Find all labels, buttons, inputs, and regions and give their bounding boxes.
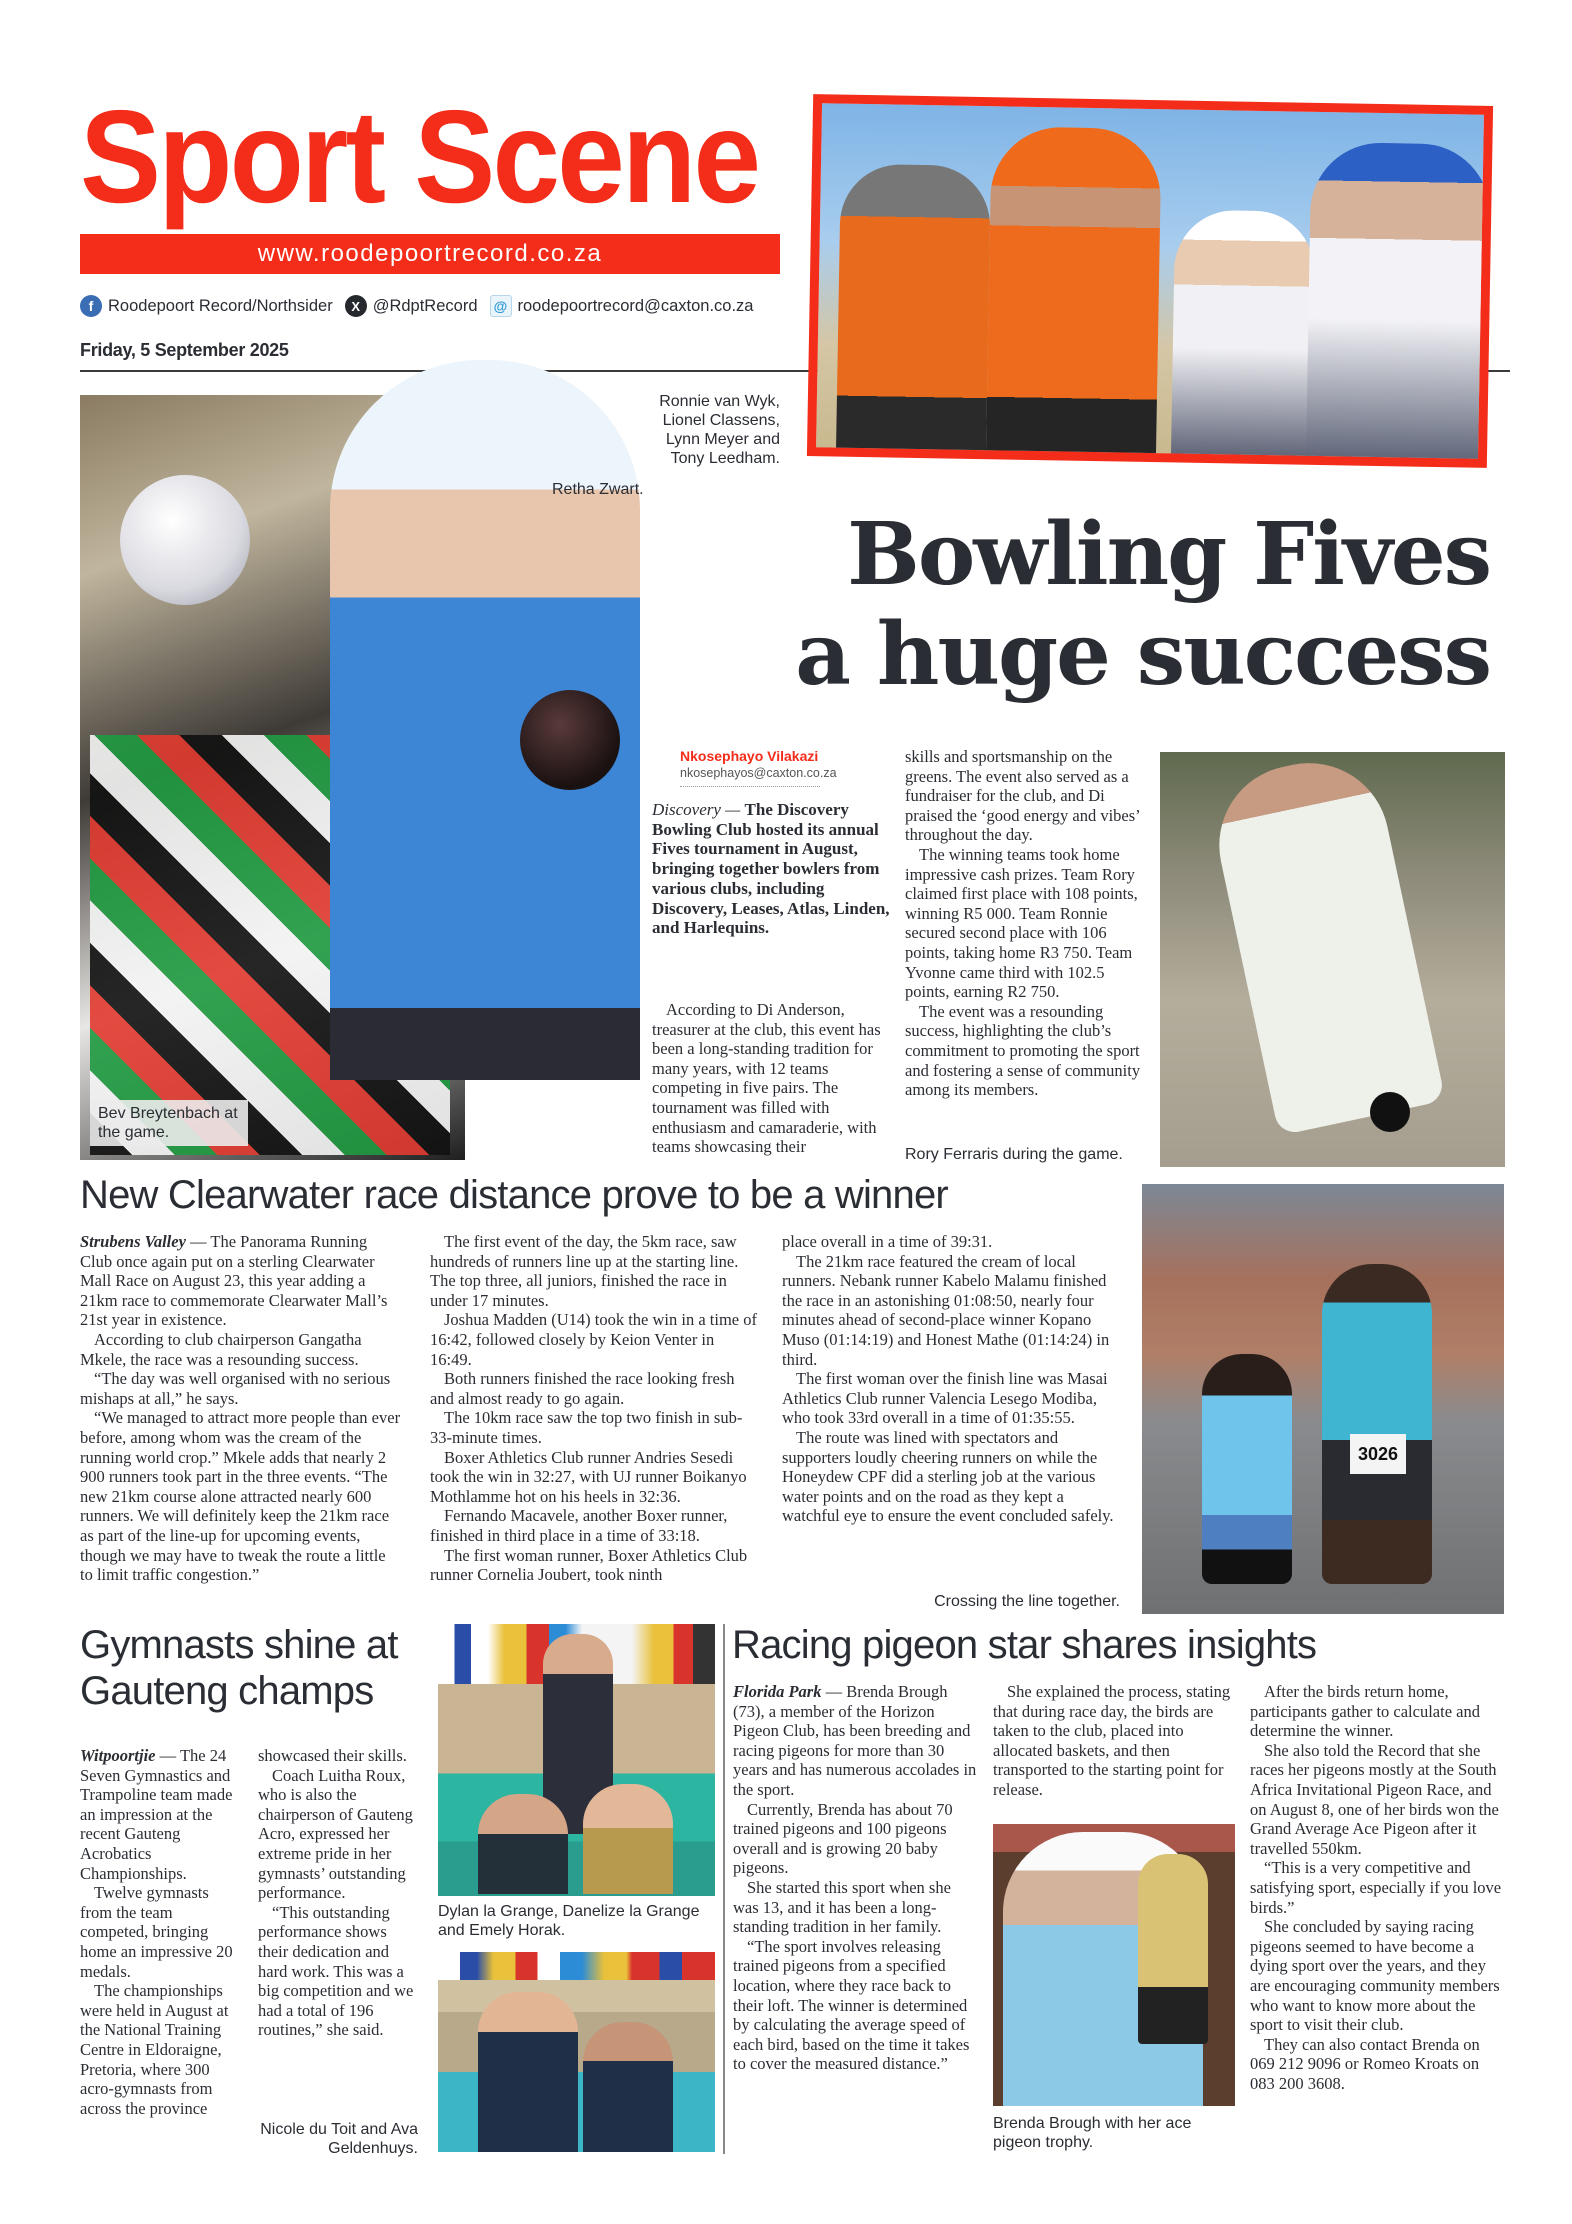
dateline: Witpoortjie <box>80 1746 156 1765</box>
website-url[interactable]: www.roodepoortrecord.co.za <box>257 240 603 267</box>
bowling-ball-graphic <box>520 690 620 790</box>
bowling-col1 <box>652 1000 890 1157</box>
social-links <box>80 292 753 320</box>
paragraph: Joshua Madden (U14) took the win in a time of 16:42, followed closely by Keion Venter in 16:49. <box>430 1310 757 1369</box>
clearwater-col3 <box>782 1232 1122 1526</box>
paragraph: The 10km race saw the top two finish in sub-33-minute times. <box>430 1408 743 1447</box>
bowling-headline-line1: Bowling Fives <box>847 504 1490 605</box>
bowling-ball-graphic <box>120 475 250 605</box>
flags-banner <box>438 1952 715 1980</box>
byline-author: Nkosephayo Vilakazi <box>680 748 819 764</box>
clearwater-col1 <box>80 1232 402 1585</box>
bowling-ball-graphic <box>1370 1092 1410 1132</box>
paragraph: After the birds return home, participants gather to calculate and determine the winner. <box>1250 1682 1480 1741</box>
bowling-intro: Discovery — The Discovery Bowling Club hosted its annual Fives tournament in August, bringing together bowlers from various clubs, including Discovery, Leases, Atlas, Linden, and Harlequins. <box>652 800 890 938</box>
gymnasts-col1 <box>80 1746 240 2118</box>
child-runner-figure <box>1202 1354 1292 1584</box>
caption-rory: Rory Ferraris during the game. <box>905 1146 1123 1163</box>
person-figure <box>1306 142 1492 465</box>
paragraph: skills and sportsmanship on the greens. The event also served as a fundraiser for the club, and Di praised the ‘good energy and vibes’ throughout the day. <box>905 747 1140 845</box>
person-figure <box>836 164 991 457</box>
photo-retha-zwart <box>330 360 640 1080</box>
caption-gym2: Nicole du Toit and Ava Geldenhuys. <box>260 2121 418 2157</box>
paragraph: She explained the process, stating that during race day, the birds are taken to the club, placed into allocated baskets, and then transported to the starting point for release. <box>993 1682 1231 1799</box>
email-link[interactable]: roodepoortrecord@caxton.co.za <box>517 296 754 315</box>
caption-gym1: Dylan la Grange, Danelize la Grange and Emely Horak. <box>438 1903 700 1939</box>
person-figure <box>583 2022 673 2152</box>
dateline: Discovery <box>652 800 721 819</box>
paragraph: The event was a resounding success, highlighting the club’s commitment to promoting the sport and fostering a sense of community among its members. <box>905 1001 1141 1100</box>
byline-divider <box>680 786 820 787</box>
pigeon-headline: Racing pigeon star shares insights <box>732 1623 1317 1667</box>
paragraph: She concluded by saying racing pigeons seemed to have become a dying sport over the years, and they are encouraging community members who want to know more about the sport to visit their club. <box>1250 1917 1500 2035</box>
paragraph: According to club chairperson Gangatha Mkele, the race was a resounding success. <box>80 1329 362 1369</box>
caption-bev: Bev Breytenbach at the game. <box>90 1100 248 1146</box>
paragraph: The 21km race featured the cream of local runners. Nebank runner Kabelo Malamu finished the race in an astonishing 01:08:50, nearly four minutes ahead of second-place winner Kopano Muso (01:14:19) and Honest Mathe (01:14:24) in third. <box>782 1251 1110 1369</box>
paragraph: The first woman runner, Boxer Athletics Club runner Cornelia Joubert, took ninth <box>430 1545 748 1585</box>
issue-date: Friday, 5 September 2025 <box>80 340 289 360</box>
masthead-title: Sport Scene <box>80 83 759 230</box>
photo-runners-finish <box>1142 1184 1504 1614</box>
paragraph: Witpoortjie — The 24 Seven Gymnastics and Trampoline team made an impression at the recent Gauteng Acrobatics Championships. <box>80 1746 233 1883</box>
bowling-headline-line2: a huge success <box>795 604 1490 705</box>
facebook-icon: f <box>80 295 102 317</box>
clearwater-headline: New Clearwater race distance prove to be a winner <box>80 1173 948 1217</box>
caption-retha: Retha Zwart. <box>552 481 644 498</box>
paragraph: Currently, Brenda has about 70 trained pigeons and 100 pigeons overall and is growing 20 baby pigeons. <box>733 1799 953 1878</box>
paragraph: Boxer Athletics Club runner Andries Sesedi took the win in 32:27, with UJ runner Boikanyo Mothlamme hot on his heels in 32:36. <box>430 1447 747 1506</box>
caption-crossing: Crossing the line together. <box>934 1593 1120 1610</box>
paragraph: “The day was well organised with no serious mishaps at all,” he says. <box>80 1369 391 1408</box>
paragraph: She also told the Record that she races her pigeons mostly at the South Africa Invitational Pigeon Race, and on August 8, one of her birds won the Grand Average Ace Pigeon after it travelled 550km. <box>1250 1740 1499 1858</box>
paragraph: “This is a very competitive and satisfying sport, especially if you love birds.” <box>1250 1858 1502 1917</box>
person-figure <box>1204 752 1445 1136</box>
clearwater-col2 <box>430 1232 760 1585</box>
paragraph: “This outstanding performance shows their dedication and hard work. This was a big competition and we had a total of 196 routines,” she said. <box>258 1902 414 2040</box>
person-figure <box>478 1794 568 1894</box>
person-figure <box>986 126 1162 459</box>
paragraph: The championships were held in August at the National Training Centre in Eldoraigne, Pretoria, where 300 acro-gymnasts from across the province <box>80 1981 229 2118</box>
paragraph: They can also contact Brenda on 069 212 9096 or Romeo Kroats on 083 200 3608. <box>1250 2034 1480 2093</box>
dateline: Strubens Valley <box>80 1232 186 1251</box>
facebook-link[interactable]: Roodepoort Record/Northsider <box>108 296 333 315</box>
gymnasts-col2 <box>258 1746 418 2040</box>
email-icon: @ <box>490 295 512 317</box>
photo-gymnasts-pair <box>438 1952 715 2152</box>
byline-email[interactable]: nkosephayos@caxton.co.za <box>680 766 837 780</box>
trophy-graphic <box>1138 1854 1208 2044</box>
paragraph: Strubens Valley — The Panorama Running Club once again put on a sterling Clearwater Mall Race on August 23, this year adding a 21km race to commemorate Clearwater Mall’s 21st year in existence. <box>80 1232 388 1330</box>
person-figure <box>583 1784 673 1894</box>
person-figure <box>1171 209 1315 461</box>
website-url-bar[interactable] <box>80 234 780 274</box>
paragraph: Florida Park — Brenda Brough (73), a member of the Horizon Pigeon Club, has been breeding and racing pigeons for more than 30 years and has numerous accolades in the sport. <box>733 1682 977 1799</box>
gymnasts-headline: Gymnasts shine at Gauteng champs <box>80 1623 398 1713</box>
bowling-headline <box>640 505 1490 705</box>
photo-rory-ferraris <box>1160 752 1505 1167</box>
column-divider <box>723 1624 725 2154</box>
pigeon-col1 <box>733 1682 978 2074</box>
paragraph: The first woman over the finish line was Masai Athletics Club runner Valencia Lesego Modiba, who took 33rd overall in a time of 01:35:55. <box>782 1369 1108 1428</box>
paragraph: Coach Luitha Roux, who is also the chairperson of Gauteng Acro, expressed her extreme pride in her gymnasts’ outstanding performance. <box>258 1765 413 1903</box>
paragraph: Fernando Macavele, another Boxer runner, finished in third place in a time of 33:18. <box>430 1506 728 1545</box>
pigeon-col3 <box>1250 1682 1502 2093</box>
photo-gymnasts-trio <box>438 1624 715 1896</box>
paragraph: showcased their skills. <box>258 1746 407 1765</box>
paragraph: Both runners finished the race looking fresh and almost ready to go again. <box>430 1369 735 1408</box>
paragraph: The first event of the day, the 5km race, saw hundreds of runners line up at the starting line. The top three, all juniors, finished the race in under 17 minutes. <box>430 1232 739 1310</box>
race-bib: 3026 <box>1350 1434 1406 1474</box>
bowling-col2 <box>905 747 1145 1100</box>
paragraph: She started this sport when she was 13, and it has been a long-standing tradition in her family. <box>733 1877 951 1937</box>
paragraph: According to Di Anderson, treasurer at the club, this event has been a long-standing tradition for many years, with 12 teams competing in five pairs. The tournament was filled with enthusiasm and camaraderie, with teams showcasing their <box>652 1000 881 1157</box>
paragraph: Twelve gymnasts from the team competed, bringing home an impressive 20 medals. <box>80 1883 233 1981</box>
paragraph: place overall in a time of 39:31. <box>782 1232 993 1251</box>
x-handle-link[interactable]: @RdptRecord <box>372 296 478 315</box>
person-figure <box>478 1992 578 2152</box>
dateline: Florida Park <box>733 1682 822 1701</box>
caption-group: Ronnie van Wyk, Lionel Classens, Lynn Meyer and Tony Leedham. <box>659 393 780 467</box>
paragraph: “We managed to attract more people than ever before, among whom was the cream of the running world crop.” Mkele adds that nearly 2 900 runners took part in the three events. “The new 21km course alone attracted nearly 600 runners. We will definitely keep the 21km race as part of the line-up for upcoming events, though we may have to tweak the route a little to limit traffic congestion.” <box>80 1408 401 1585</box>
photo-group-bowlers <box>807 94 1493 468</box>
adult-runner-figure <box>1322 1264 1432 1584</box>
x-twitter-icon: X <box>345 295 367 317</box>
intro-text: The Discovery Bowling Club hosted its annual Fives tournament in August, bringing together bowlers from various clubs, including Discovery, Leases, Atlas, Linden, and Harlequins. <box>652 800 890 938</box>
caption-brenda: Brenda Brough with her ace pigeon trophy. <box>993 2115 1192 2151</box>
pigeon-col2 <box>993 1682 1235 1800</box>
paragraph: The winning teams took home impressive cash prizes. Team Rory claimed first place with 108 points, winning R5 000. Team Ronnie secured second place with 106 points, taking home R3 750. Team Yvonne came third with 102.5 points, earning R2 750. <box>905 844 1138 1002</box>
paragraph: The route was lined with spectators and supporters loudly cheering runners on while the Honeydew CPF did a sterling job at the various water points and on the road as they kept a watchful eye to ensure the event concluded safely. <box>782 1427 1114 1526</box>
photo-brenda-brough <box>993 1824 1235 2106</box>
paragraph: “The sport involves releasing trained pigeons from a specified location, where they race back to their loft. The winner is determined by calculating the average speed of each bird, based on the time it takes to cover the measured distance.” <box>733 1936 970 2074</box>
